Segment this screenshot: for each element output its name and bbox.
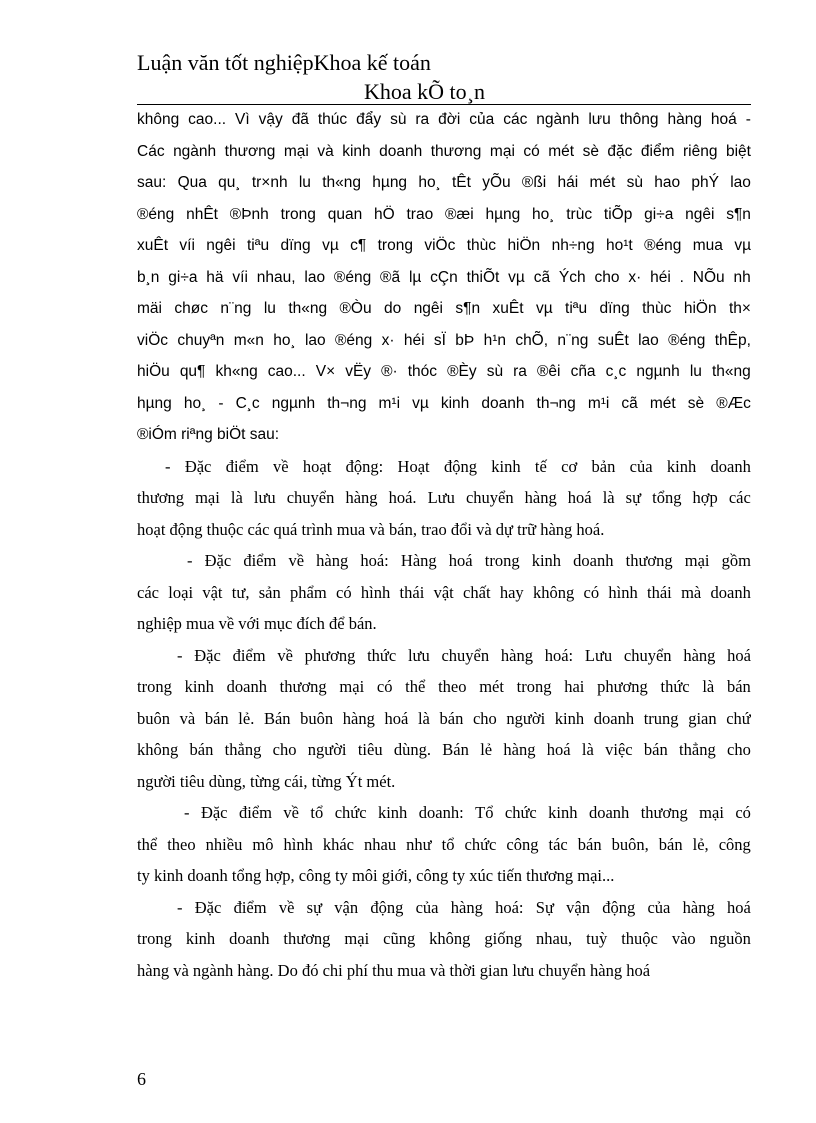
text-line: thương mại là lưu chuyển hàng hoá. Lưu chuyển hàng hoá là sự tổng hợp các	[137, 488, 751, 507]
paragraph	[137, 892, 751, 987]
text-line: - Đặc điểm về sự vận động của hàng hoá: Sự vận động của hàng hoá	[177, 897, 751, 917]
text-line: hoạt động thuộc các quá trình mua và bán, trao đổi và dự trữ hàng hoá.	[137, 519, 605, 539]
text-line: sau: Qua qu¸ tr×nh lu th«ng hµng ho¸ tÊt yÕu ®ßi hái mét sù hao phÝ lao	[137, 174, 751, 191]
text-line: người tiêu dùng, từng cái, từng Ýt mét.	[137, 771, 396, 791]
running-header-line-2: Khoa kÕ to¸n	[364, 79, 485, 104]
text-line: ®iÓm riªng biÖt sau:	[137, 426, 280, 443]
text-line: không bán thẳng cho người tiêu dùng. Bán lẻ hàng hoá là việc bán thẳng cho	[137, 740, 751, 759]
text-line: ®éng nhÊt ®Þnh trong quan hÖ trao ®æi hµng ho¸ trùc tiÕp gi÷a ngêi s¶n	[137, 205, 751, 223]
text-line: mäi chøc n¨ng lu th«ng ®Òu do ngêi s¶n xuÊt vµ tiªu dïng thùc hiÖn th×	[137, 300, 751, 317]
paragraph	[137, 104, 751, 451]
body-text	[137, 104, 751, 986]
text-line: hµng ho¸ - C¸c ngµnh th¬ng m¹i vµ kinh doanh th¬ng m¹i cã mét sè ®Æc	[137, 394, 751, 412]
text-line: buôn và bán lẻ. Bán buôn hàng hoá là bán cho người kinh doanh trung gian chứ	[137, 708, 751, 728]
text-line: - Đặc điểm về tổ chức kinh doanh: Tổ chức kinh doanh thương mại có	[184, 803, 751, 822]
text-line: thể theo nhiều mô hình khác nhau như tổ chức công tác bán buôn, bán lẻ, công	[137, 834, 751, 854]
text-line: ty kinh doanh tổng hợp, công ty môi giới, công ty xúc tiến thương mại...	[137, 866, 615, 885]
text-line: nghiệp mua về với mục đích để bán.	[137, 614, 377, 633]
text-line: hàng và ngành hàng. Do đó chi phí thu mua và thời gian lưu chuyển hàng hoá	[137, 960, 651, 980]
text-line: trong kinh doanh thương mại có thể theo mét trong hai phương thức là bán	[137, 677, 751, 696]
paragraph	[137, 797, 751, 892]
text-line: hiÖu qu¶ kh«ng cao... V× vËy ®· thóc ®Èy sù ra ®êi cña c¸c ngµnh lu th«ng	[137, 363, 751, 380]
paragraph	[137, 545, 751, 640]
paragraph	[137, 451, 751, 546]
text-line: xuÊt víi ngêi tiªu dïng vµ c¶ trong viÖc thùc hiÖn nh÷ng ho¹t ®éng mua vµ	[137, 237, 751, 254]
running-header-line-1: Luận văn tốt nghiệpKhoa kế toán	[137, 50, 431, 75]
text-line: - Đặc điểm về phương thức lưu chuyển hàng hoá: Lưu chuyển hàng hoá	[177, 645, 751, 665]
page-number: 6	[137, 1069, 146, 1089]
text-line: viÖc chuyªn m«n ho¸ lao ®éng x· héi sÏ bÞ h¹n chÕ, n¨ng suÊt lao ®éng thÊp,	[137, 331, 751, 349]
paragraph	[137, 640, 751, 798]
text-line: trong kinh doanh thương mại cũng không giống nhau, tuỳ thuộc vào nguồn	[137, 929, 751, 948]
text-line: - Đặc điểm về hoạt động: Hoạt động kinh tế cơ bản của kinh doanh	[165, 456, 751, 476]
text-line: - Đặc điểm về hàng hoá: Hàng hoá trong kinh doanh thương mại gồm	[187, 551, 751, 570]
text-line: b¸n gi÷a hä víi nhau, lao ®éng ®ã lµ cÇn thiÕt vµ cã Ých cho x· héi . NÕu nh	[137, 268, 751, 286]
text-line: Các ngành thương mại và kinh doanh thương mại có mét sè đặc điểm riêng biệt	[137, 142, 751, 160]
text-line: không cao... Vì vậy đã thúc đẩy sù ra đời của các ngành lưu thông hàng hoá -	[137, 111, 751, 128]
text-line: các loại vật tư, sản phẩm có hình thái vật chất hay không có hình thái mà doanh	[137, 582, 751, 602]
